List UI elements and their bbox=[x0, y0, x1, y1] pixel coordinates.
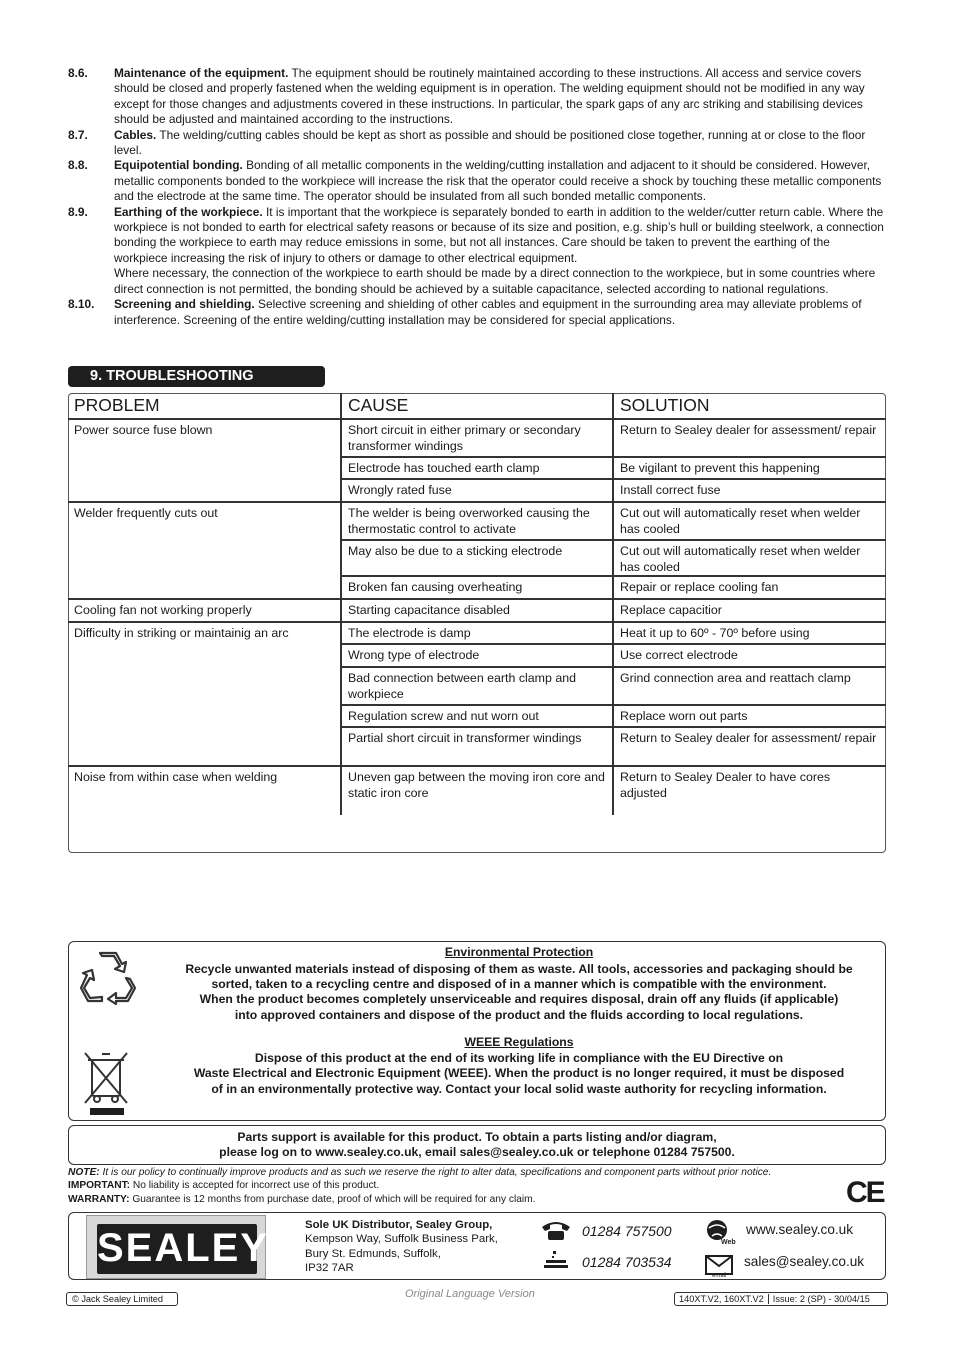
parts-support-line: please log on to www.sealey.co.uk, email sales@sealey.co.uk or telephone 01284 757500. bbox=[219, 1145, 735, 1160]
environmental-protection-line: Recycle unwanted materials instead of disposing of them as waste. All tools, accessories and packaging should be bbox=[185, 962, 853, 976]
email-link[interactable]: sales@sealey.co.uk bbox=[744, 1254, 865, 1269]
section-text: Bonding of all metallic components in the welding/cutting installation and adjacent to it should be considered. However, metallic components bonded to the workpiece will increase the risk that the operator could receive a shock by touching these metallic components and the electrode at the same time. The operator should be insulated from all such bonded metallic components. bbox=[114, 158, 882, 204]
table-row bbox=[68, 478, 886, 501]
weee-line: of in an environmentally protective way. Contact your local solid waste authority for recycling information. bbox=[211, 1082, 827, 1096]
language-version: Original Language Version bbox=[405, 1288, 535, 1300]
warranty-line: WARRANTY: Guarantee is 12 months from purchase date, proof of which will be required for any claim. bbox=[68, 1193, 536, 1205]
cause-cell: Starting capacitance disabled bbox=[340, 598, 612, 621]
issue-info bbox=[674, 1292, 888, 1306]
safety-sections bbox=[68, 66, 884, 328]
table-row bbox=[68, 666, 886, 704]
important-line: IMPORTANT: No liability is accepted for incorrect use of this product. bbox=[68, 1180, 380, 1192]
section-text: It is important that the workpiece is separately bonded to earth in addition to the welder/cutter return cable. Where the workpiece is not bonded to earth for electrical safety reasons or because of its size and position, e.g. ship’s hull or building steelwork, a connection bonding the workpiece to earth may reduce emissions in some, but not all instances. Care should be taken to prevent the earthing of the workpiece increasing the risk of injury to others or damage to other electrical equipment. bbox=[114, 204, 884, 265]
address-line: Bury St. Edmunds, Suffolk, bbox=[305, 1247, 441, 1260]
svg-text:email: email bbox=[712, 1273, 727, 1279]
problem-cell: Noise from within case when welding bbox=[74, 770, 278, 784]
parts-support-line: Parts support is available for this product. To obtain a parts listing and/or diagram, bbox=[237, 1130, 717, 1144]
notes bbox=[68, 1166, 868, 1206]
section-8-7 bbox=[68, 128, 884, 159]
web-globe-icon bbox=[704, 1218, 734, 1246]
table-row bbox=[68, 418, 886, 456]
solution-cell: Grind connection area and reattach clamp bbox=[612, 666, 886, 704]
section-8-6 bbox=[68, 66, 884, 128]
weee-line: Dispose of this product at the end of its working life in compliance with the EU Directive on bbox=[254, 1051, 784, 1065]
solution-cell: Use correct electrode bbox=[612, 643, 886, 666]
section-title: Screening and shielding. bbox=[114, 297, 255, 312]
cause-cell: Bad connection between earth clamp and workpiece bbox=[340, 666, 612, 704]
recycle-icon bbox=[80, 948, 136, 1004]
distributor-name: Sole UK Distributor, Sealey Group, bbox=[305, 1219, 493, 1231]
cause-cell: The electrode is damp bbox=[340, 621, 612, 643]
table-row bbox=[68, 575, 886, 598]
phone-number: 01284 757500 bbox=[582, 1223, 672, 1239]
fax-number: 01284 703534 bbox=[582, 1254, 672, 1270]
problem-cell: Power source fuse blown bbox=[74, 423, 213, 437]
cause-cell: Partial short circuit in transformer windings bbox=[340, 726, 612, 765]
environmental-protection-line: When the product becomes completely unserviceable and requires disposal, drain off any fluids (if applicable) bbox=[199, 992, 839, 1006]
cause-cell: Electrode has touched earth clamp bbox=[340, 456, 612, 478]
phone-icon bbox=[540, 1219, 572, 1241]
table-header-row bbox=[68, 393, 886, 418]
ce-mark: CE bbox=[846, 1176, 884, 1209]
cause-cell: May also be due to a sticking electrode bbox=[340, 539, 612, 575]
solution-cell: Be vigilant to prevent this happening bbox=[612, 456, 886, 478]
problem-cell: Welder frequently cuts out bbox=[74, 506, 218, 520]
section-text: The equipment should be routinely maintained according to these instructions. All access and service covers should be closed and properly fastened when the welding equipment is in operation. The welding equipment should not be modified in any way except for those changes and adjustments covered in these instructions. In particular, the spark gaps of any arc striking and stabilising devices should be adjusted and maintained according to the instructions. bbox=[114, 66, 865, 127]
table-row bbox=[68, 501, 886, 539]
cause-cell: Broken fan causing overheating bbox=[340, 575, 612, 598]
section-text: The welding/cutting cables should be kept as short as possible and should be positioned close together, running at or close to the floor level. bbox=[114, 127, 866, 158]
table-row bbox=[68, 643, 886, 666]
note-line: NOTE: It is our policy to continually improve products and as such we reserve the right to alter data, specifications and component parts without prior notice. bbox=[68, 1167, 772, 1178]
environmental-protection-line: sorted, taken to a recycling centre and disposed of in a manner which is compatible with the environment. bbox=[211, 977, 827, 991]
sealey-logo: SEALEY bbox=[86, 1215, 266, 1279]
section-title: Maintenance of the equipment. bbox=[114, 66, 289, 80]
svg-text:Web: Web bbox=[721, 1239, 736, 1246]
solution-cell: Replace worn out parts bbox=[612, 704, 886, 726]
troubleshooting-heading: 9. TROUBLESHOOTING bbox=[68, 366, 325, 387]
problem-cell: Cooling fan not working properly bbox=[74, 603, 252, 617]
solution-cell: Cut out will automatically reset when welder has cooled bbox=[612, 539, 886, 575]
copyright: © Jack Sealey Limited bbox=[66, 1292, 178, 1306]
section-number: 8.8. bbox=[68, 158, 88, 173]
environmental-protection-line: into approved containers and dispose of the product and the fluids according to local regulations. bbox=[234, 1008, 804, 1022]
cause-cell: Uneven gap between the moving iron core and static iron core bbox=[340, 765, 612, 815]
section-number: 8.9. bbox=[68, 204, 88, 219]
website-link[interactable]: www.sealey.co.uk bbox=[746, 1222, 854, 1237]
section-title: Equipotential bonding. bbox=[114, 158, 243, 173]
table-row bbox=[68, 456, 886, 478]
environmental-protection-title: Environmental Protection bbox=[444, 945, 594, 959]
weee-title: WEEE Regulations bbox=[464, 1035, 574, 1049]
solution-cell: Return to Sealey Dealer to have cores adjusted bbox=[612, 765, 886, 815]
problem-cell: Difficulty in striking or maintainig an arc bbox=[74, 626, 289, 640]
parts-support-box bbox=[68, 1125, 886, 1165]
address-line: IP32 7AR bbox=[305, 1262, 354, 1275]
section-title: Cables. bbox=[114, 127, 157, 142]
cause-cell: Wrongly rated fuse bbox=[340, 478, 612, 501]
solution-cell: Replace capacitior bbox=[612, 598, 886, 621]
column-header-cause: CAUSE bbox=[340, 393, 612, 418]
table-row bbox=[68, 704, 886, 726]
section-number: 8.10. bbox=[68, 297, 95, 312]
cause-cell: The welder is being overworked causing the thermostatic control to activate bbox=[340, 501, 612, 539]
table-row bbox=[68, 621, 886, 643]
solution-cell: Install correct fuse bbox=[612, 478, 886, 501]
solution-cell: Return to Sealey dealer for assessment/ repair bbox=[612, 726, 886, 765]
solution-cell: Heat it up to 60º - 70º before using bbox=[612, 621, 886, 643]
solution-cell: Repair or replace cooling fan bbox=[612, 575, 886, 598]
weee-line: Waste Electrical and Electronic Equipment (WEEE). When the product is no longer required, it must be disposed bbox=[193, 1066, 845, 1080]
cause-cell: Short circuit in either primary or secondary transformer windings bbox=[340, 418, 612, 456]
distributor-address bbox=[305, 1218, 498, 1276]
column-header-problem: PROBLEM bbox=[74, 395, 160, 415]
fax-icon bbox=[542, 1250, 570, 1272]
solution-cell: Return to Sealey dealer for assessment/ repair bbox=[612, 418, 886, 456]
issue-number: Issue: 2 (SP) - 30/04/15 bbox=[768, 1294, 870, 1304]
section-8-9 bbox=[68, 205, 884, 297]
cause-cell: Regulation screw and nut worn out bbox=[340, 704, 612, 726]
section-number: 8.6. bbox=[68, 66, 88, 80]
section-text-extra: Where necessary, the connection of the workpiece to earth should be made by a direct connection to the workpiece, but in some countries where direct connection is not permitted, the bonding should be achieved by a suitable capacitance, selected according to national regulations. bbox=[114, 266, 876, 296]
section-text: Selective screening and shielding of other cables and equipment in the surrounding area may alleviate problems of interference. Screening of the entire welding/cutting installation may be considered for special applications. bbox=[114, 297, 862, 327]
section-title: Earthing of the workpiece. bbox=[114, 204, 263, 219]
solution-cell: Cut out will automatically reset when welder has cooled bbox=[612, 501, 886, 539]
table-row bbox=[68, 726, 886, 765]
column-header-solution: SOLUTION bbox=[612, 393, 886, 418]
model-numbers: 140XT.V2, 160XT.V2 bbox=[679, 1294, 764, 1304]
section-number: 8.7. bbox=[68, 127, 88, 142]
address-line: Kempson Way, Suffolk Business Park, bbox=[305, 1233, 498, 1246]
email-envelope-icon bbox=[704, 1254, 734, 1278]
table-row bbox=[68, 765, 886, 815]
table-row bbox=[68, 598, 886, 621]
section-8-10 bbox=[68, 297, 884, 328]
section-8-8 bbox=[68, 158, 884, 204]
cause-cell: Wrong type of electrode bbox=[340, 643, 612, 666]
table-row bbox=[68, 539, 886, 575]
weee-bin-icon bbox=[82, 1050, 130, 1118]
